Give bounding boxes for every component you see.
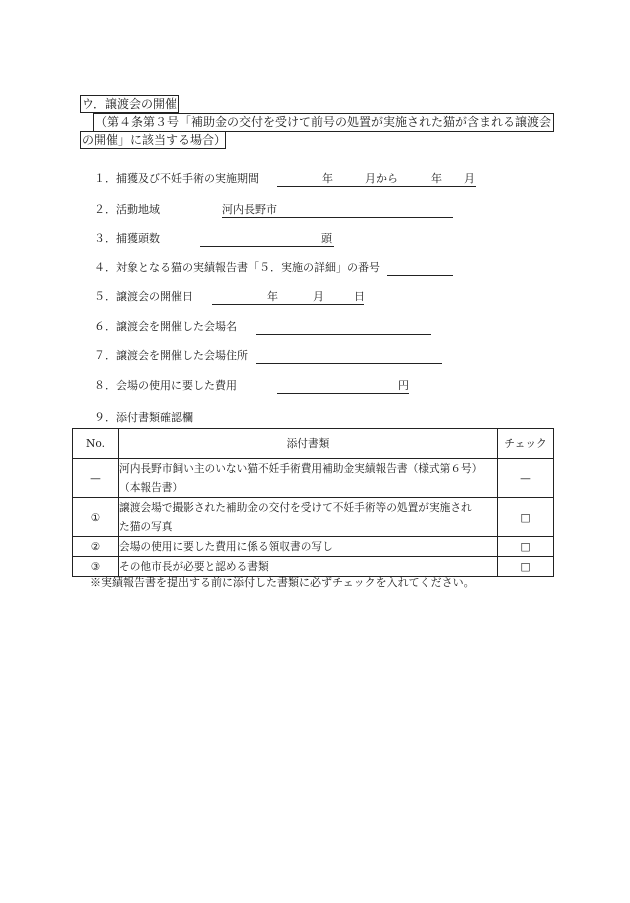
row-number: ③: [73, 557, 119, 577]
venue-cost-label: ８．会場の使用に要した費用: [94, 379, 237, 392]
head-unit: 頭: [321, 232, 332, 245]
capture-count-field[interactable]: [200, 232, 334, 247]
row-number: ②: [73, 537, 119, 557]
venue-cost-field[interactable]: [277, 379, 409, 394]
attachments-table: [72, 428, 554, 577]
checkbox[interactable]: □: [520, 560, 531, 573]
checkbox[interactable]: □: [520, 540, 531, 553]
venue-name-field[interactable]: [256, 320, 431, 335]
document-line: （本報告書）: [119, 481, 184, 494]
year-unit: 年: [431, 172, 442, 185]
checkbox[interactable]: □: [520, 510, 531, 524]
year-unit: 年: [267, 290, 278, 303]
venue-name-label: ６．譲渡会を開催した会場名: [94, 320, 237, 333]
report-number-label: ４．対象となる猫の実績報告書「５．実施の詳細」の番号: [94, 261, 380, 274]
activity-area-value: 河内長野市: [222, 203, 277, 216]
document-cell: [119, 459, 498, 498]
table-row: [73, 537, 554, 557]
submission-note: ※実績報告書を提出する前に添付した書類に必ずチェックを入れてください。: [90, 576, 475, 589]
document-cell: [119, 557, 498, 577]
month-unit: 月: [464, 172, 475, 185]
header-check: チェック: [498, 429, 554, 459]
activity-area-field[interactable]: [222, 203, 453, 218]
header-no: No.: [73, 429, 119, 459]
event-date-label: ５．譲渡会の開催日: [94, 290, 193, 303]
document-line: 譲渡会場で撮影された補助金の交付を受けて不妊手術等の処置が実施され: [119, 501, 472, 514]
capture-count-label: ３．捕獲頭数: [94, 232, 160, 245]
document-cell: [119, 498, 498, 537]
document-line: その他市長が必要と認める書類: [119, 560, 269, 573]
row-number: —: [73, 459, 119, 498]
table-header-row: [73, 429, 554, 459]
header-document: 添付書類: [119, 429, 498, 459]
venue-address-label: ７．譲渡会を開催した会場住所: [94, 349, 248, 362]
venue-address-field[interactable]: [256, 349, 442, 364]
month-unit: 月: [313, 290, 324, 303]
section-condition-line-2: の開催」に該当する場合）: [82, 133, 227, 147]
event-date-field[interactable]: [212, 290, 364, 305]
check-not-required: —: [498, 459, 554, 498]
check-cell: [498, 557, 554, 577]
month-from-unit: 月から: [365, 172, 398, 185]
day-unit: 日: [354, 290, 365, 303]
activity-area-label: ２．活動地域: [94, 203, 160, 216]
section-condition-line-1: （第４条第３号「補助金の交付を受けて前号の処置が実施された猫が含まれる譲渡会: [93, 113, 554, 132]
year-unit: 年: [322, 172, 333, 185]
yen-unit: 円: [398, 379, 409, 392]
section-title: ウ．譲渡会の開催: [82, 97, 178, 111]
row-number: ①: [73, 498, 119, 537]
table-row: [73, 557, 554, 577]
document-cell: [119, 537, 498, 557]
document-line: 会場の使用に要した費用に係る領収書の写し: [119, 540, 333, 553]
check-cell: [498, 498, 554, 537]
document-line: 河内長野市飼い主のいない猫不妊手術費用補助金実績報告書（様式第６号）: [119, 462, 483, 475]
document-line: た猫の写真: [119, 520, 173, 533]
attachments-check-label: ９．添付書類確認欄: [94, 411, 193, 424]
report-number-field[interactable]: [387, 261, 453, 276]
check-cell: [498, 537, 554, 557]
capture-period-field[interactable]: [277, 172, 476, 187]
table-row: [73, 498, 554, 537]
table-row: [73, 459, 554, 498]
capture-period-label: １．捕獲及び不妊手術の実施期間: [94, 172, 259, 185]
